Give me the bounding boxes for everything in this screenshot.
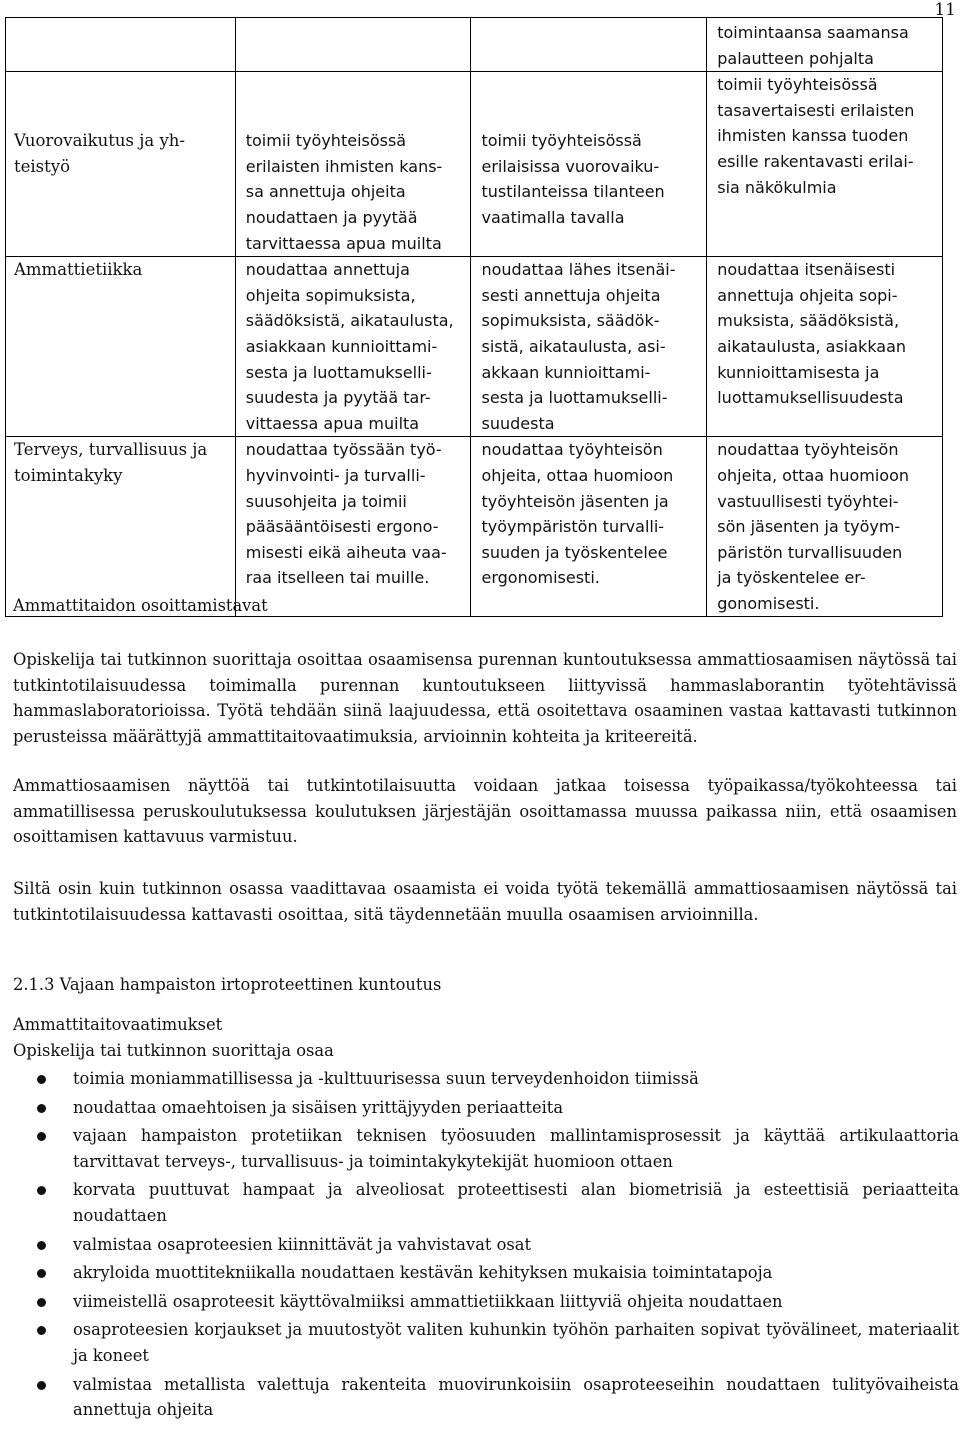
criteria-cell: toimii työyhteisössä erilaisten ihmisten kans- sa annettuja ohjeita noudattaen ja pyytää tarvittaessa apua muilta: [245, 131, 443, 253]
criteria-cell: noudattaa lähes itsenäi- sesti annettuja ohjeita sopimuksista, säädök- sistä, aikataulusta, asi- akkaan kunnioittami- sesta ja luottamukselli- suudesta: [481, 260, 676, 433]
bullet-icon: [37, 1326, 46, 1335]
criteria-cell: noudattaa työyhteisön ohjeita, ottaa huomioon vastuullisesti työyhtei- sön jäsenten ja työym- päristön turvallisuuden ja työskentelee er- gonomisesti.: [717, 440, 909, 613]
bullet-icon: [37, 1075, 46, 1084]
bullet-icon: [37, 1132, 46, 1141]
criteria-cell: noudattaa itsenäisesti annettuja ohjeita sopi- muksista, säädöksistä, aikataulusta, asiakkaan kunnioittamisesta ja luottamuksellisuudesta: [717, 260, 907, 408]
row-label: Terveys, turvallisuus ja toimintakyky: [14, 440, 208, 485]
requirements-intro: Opiskelija tai tutkinnon suorittaja osaa: [13, 1041, 334, 1060]
row-label: Vuorovaikutus ja yh- teistyö: [14, 131, 185, 176]
page-number: 11: [934, 0, 956, 20]
list-item: valmistaa metallista valettuja rakenteita muovirunkoisiin osaproteeseihin noudattaen tulityövaiheista annettuja ohjeita: [13, 1372, 959, 1423]
bullet-icon: [37, 1298, 46, 1307]
requirements-heading: Ammattitaitovaatimukset: [13, 1015, 223, 1034]
paragraph: Opiskelija tai tutkinnon suorittaja osoittaa osaamisensa purennan kuntoutuksessa ammattiosaamisen näytössä tai tutkintotilaisuudessa toimimalla purennan kuntoutukseen liittyvissä hammaslaborantin työtehtävissä hammaslaboratorioissa. Työtä tehdään siinä laajuudessa, että osoitettava osaaminen vastaa kattavasti tutkinnon perusteissa määrättyjä ammattitaitovaatimuksia, arvioinnin kohteita ja kriteereitä.: [13, 650, 957, 746]
criteria-cell: noudattaa työssään työ- hyvinvointi- ja turvalli- suusohjeita ja toimii pääsääntöisesti ergono- misesti eikä aiheuta vaa- raa itselleen tai muille.: [245, 440, 447, 588]
list-item: akryloida muottitekniikalla noudattaen kestävän kehityksen mukaisia toimintatapoja: [13, 1260, 959, 1286]
bullet-icon: [37, 1104, 46, 1113]
bullet-icon: [37, 1381, 46, 1390]
paragraph: Ammattiosaamisen näyttöä tai tutkintotilaisuutta voidaan jatkaa toisessa työpaikassa/työkohteessa tai ammatillisessa peruskoulutuksessa koulutuksen järjestäjän osoittamassa muussa paikassa niin, että osaamisen osoittamisen kattavuus varmistuu.: [13, 776, 957, 847]
criteria-cell: toimii työyhteisössä tasavertaisesti erilaisten ihmisten kanssa tuoden esille rakentavasti erilai- sia näkökulmia: [717, 75, 915, 197]
list-item: noudattaa omaehtoisen ja sisäisen yrittäjyyden periaatteita: [13, 1095, 959, 1121]
criteria-cell: noudattaa annettuja ohjeita sopimuksista, säädöksistä, aikataulusta, asiakkaan kunnioittami- sesta ja luottamukselli- suudesta ja pyytää tar- vittaessa apua muilta: [245, 260, 454, 433]
bullet-icon: [37, 1186, 46, 1195]
list-item: toimia moniammatillisessa ja -kulttuurisessa suun terveydenhoidon tiimissä: [13, 1066, 959, 1092]
table-row: [6, 72, 943, 257]
subsection-heading: 2.1.3 Vajaan hampaiston irtoproteettinen kuntoutus: [13, 975, 442, 994]
list-item: valmistaa osaproteesien kiinnittävät ja vahvistavat osat: [13, 1232, 959, 1258]
criteria-cell: toimii työyhteisössä erilaisissa vuorovaiku- tustilanteissa tilanteen vaatimalla tavalla: [481, 131, 665, 227]
table-row: [6, 437, 943, 617]
list-item: osaproteesien korjaukset ja muutostyöt valiten kuhunkin työhön parhaiten sopivat työvälineet, materiaalit ja koneet: [13, 1317, 959, 1368]
bullet-icon: [37, 1241, 46, 1250]
criteria-cell: noudattaa työyhteisön ohjeita, ottaa huomioon työyhteisön jäsenten ja työympäristön turvalli- suuden ja työskentelee ergonomisesti.: [481, 440, 674, 588]
section-heading: Ammattitaidon osoittamistavat: [13, 596, 268, 615]
list-item: viimeistellä osaproteesit käyttövalmiiksi ammattietiikkaan liittyviä ohjeita noudattaen: [13, 1289, 959, 1315]
paragraph: Siltä osin kuin tutkinnon osassa vaadittavaa osaamista ei voida työtä tekemällä ammattiosaamisen näytössä tai tutkintotilaisuudessa kattavasti osoittaa, sitä täydennetään muulla osaamisen arvioinnilla.: [13, 879, 957, 924]
bullet-icon: [37, 1269, 46, 1278]
carry-over-text: toimintaansa saamansa palautteen pohjalta: [717, 23, 909, 68]
list-item: korvata puuttuvat hampaat ja alveoliosat proteettisesti alan biometrisiä ja esteettisiä periaatteita noudattaen: [13, 1177, 959, 1228]
assessment-criteria-table: [5, 17, 943, 617]
requirements-list: [13, 1066, 959, 1426]
table-row: [6, 18, 943, 72]
table-row: [6, 257, 943, 437]
row-label: Ammattietiikka: [14, 260, 143, 280]
list-item: vajaan hampaiston protetiikan teknisen työosuuden mallintamisprosessit ja käyttää artikulaattoria tarvittavat terveys-, turvallisuus- ja toimintakykytekijät huomioon ottaen: [13, 1123, 959, 1174]
